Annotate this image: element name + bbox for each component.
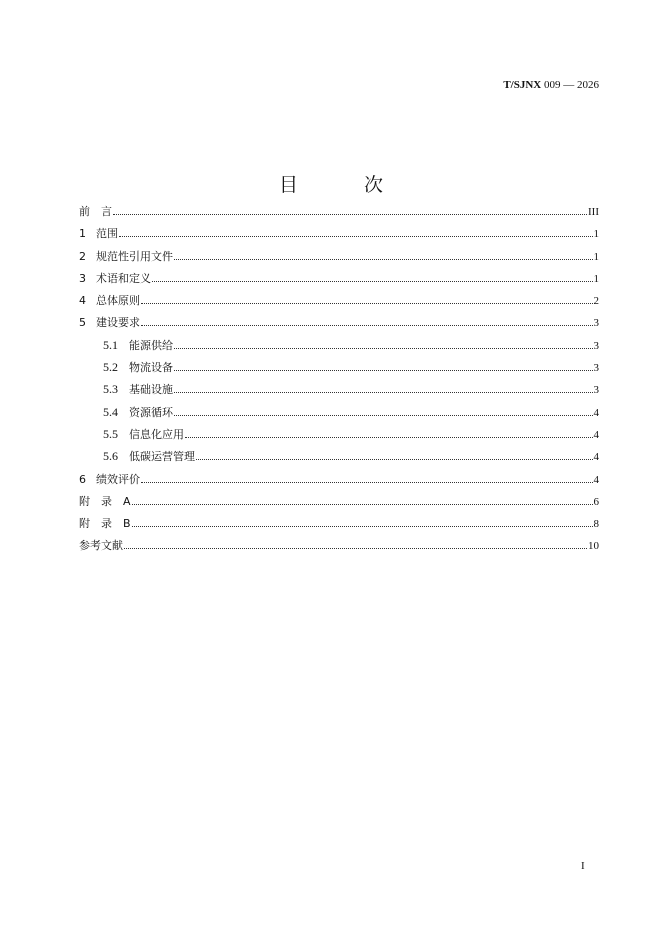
toc-entry[interactable] — [79, 292, 599, 314]
toc-dot-leader — [196, 459, 593, 460]
toc-entry-page: 10 — [588, 540, 599, 553]
toc-entry-number: 4 — [79, 294, 86, 308]
standard-code: T/SJNX — [503, 79, 542, 91]
toc-title: 目 次 — [278, 174, 414, 196]
toc-entry[interactable] — [79, 515, 599, 537]
toc-entry-page: 1 — [593, 228, 599, 241]
toc-entry[interactable] — [79, 426, 599, 448]
table-of-contents — [79, 203, 599, 560]
toc-entry-label: 附 录 B — [79, 517, 131, 531]
toc-entry[interactable] — [79, 448, 599, 470]
toc-entry-number: 5.6 — [103, 449, 118, 464]
toc-entry-number: 3 — [79, 271, 86, 285]
toc-entry-page: III — [588, 206, 599, 218]
toc-entry-label: 附 录 A — [79, 494, 131, 508]
toc-entry-label: 参考文献 — [79, 539, 123, 553]
toc-entry-number: 5.1 — [103, 337, 118, 352]
toc-entry-number: 5.2 — [103, 360, 118, 375]
toc-entry-label: 能源供给 — [129, 338, 173, 352]
toc-entry-number: 5.5 — [103, 426, 118, 441]
standard-number: 009 — 2026 — [544, 79, 599, 91]
toc-dot-leader — [132, 504, 593, 505]
toc-entry-label: 建设要求 — [96, 316, 140, 330]
toc-entry-page: 1 — [593, 250, 599, 263]
toc-entry-label: 资源循环 — [129, 405, 173, 419]
toc-dot-leader — [174, 370, 593, 371]
toc-dot-leader — [185, 437, 593, 438]
toc-dot-leader — [174, 415, 593, 416]
toc-entry[interactable] — [79, 337, 599, 359]
toc-entry-page: 4 — [593, 451, 599, 464]
toc-dot-leader — [141, 482, 593, 483]
toc-entry[interactable] — [79, 203, 599, 225]
page-number: I — [581, 860, 585, 872]
toc-entry[interactable] — [79, 314, 599, 336]
toc-entry[interactable] — [79, 359, 599, 381]
toc-entry-label: 总体原则 — [96, 294, 140, 308]
toc-entry-page: 3 — [593, 317, 599, 330]
toc-entry[interactable] — [79, 537, 599, 559]
toc-entry-page: 2 — [593, 295, 599, 308]
toc-entry-page: 6 — [593, 495, 599, 508]
toc-entry-page: 1 — [593, 272, 599, 285]
toc-dot-leader — [132, 526, 593, 527]
toc-entry[interactable] — [79, 248, 599, 270]
toc-dot-leader — [152, 281, 593, 282]
toc-entry[interactable] — [79, 493, 599, 515]
toc-entry-page: 3 — [593, 362, 599, 375]
toc-entry-page: 3 — [593, 339, 599, 352]
toc-dot-leader — [124, 548, 587, 549]
toc-dot-leader — [174, 392, 593, 393]
toc-entry-label: 规范性引用文件 — [96, 249, 173, 263]
toc-dot-leader — [119, 236, 593, 237]
toc-entry[interactable] — [79, 225, 599, 247]
toc-dot-leader — [113, 214, 587, 215]
toc-entry-number: 5.3 — [103, 382, 118, 397]
toc-entry-label: 前 言 — [79, 205, 112, 218]
toc-entry-number: 2 — [79, 249, 86, 263]
toc-dot-leader — [174, 259, 593, 260]
toc-entry-label: 低碳运营管理 — [129, 450, 195, 464]
toc-entry-page: 4 — [593, 473, 599, 486]
toc-entry-label: 物流设备 — [129, 361, 173, 375]
toc-entry-label: 绩效评价 — [96, 472, 140, 486]
toc-entry-page: 4 — [593, 428, 599, 441]
toc-entry-label: 术语和定义 — [96, 271, 151, 285]
toc-entry[interactable] — [79, 270, 599, 292]
toc-dot-leader — [141, 325, 593, 326]
toc-entry-page: 8 — [593, 518, 599, 531]
toc-entry-label: 基础设施 — [129, 383, 173, 397]
toc-entry-label: 信息化应用 — [129, 427, 184, 441]
toc-entry-number: 6 — [79, 472, 86, 486]
toc-entry[interactable] — [79, 381, 599, 403]
standard-code-header — [503, 79, 599, 91]
toc-entry[interactable] — [79, 471, 599, 493]
toc-entry-number: 1 — [79, 227, 86, 241]
toc-entry-page: 4 — [593, 406, 599, 419]
toc-entry[interactable] — [79, 404, 599, 426]
toc-entry-page: 3 — [593, 384, 599, 397]
toc-dot-leader — [141, 303, 593, 304]
toc-entry-label: 范围 — [96, 227, 118, 241]
toc-dot-leader — [174, 348, 593, 349]
toc-entry-number: 5.4 — [103, 404, 118, 419]
toc-entry-number: 5 — [79, 316, 86, 330]
